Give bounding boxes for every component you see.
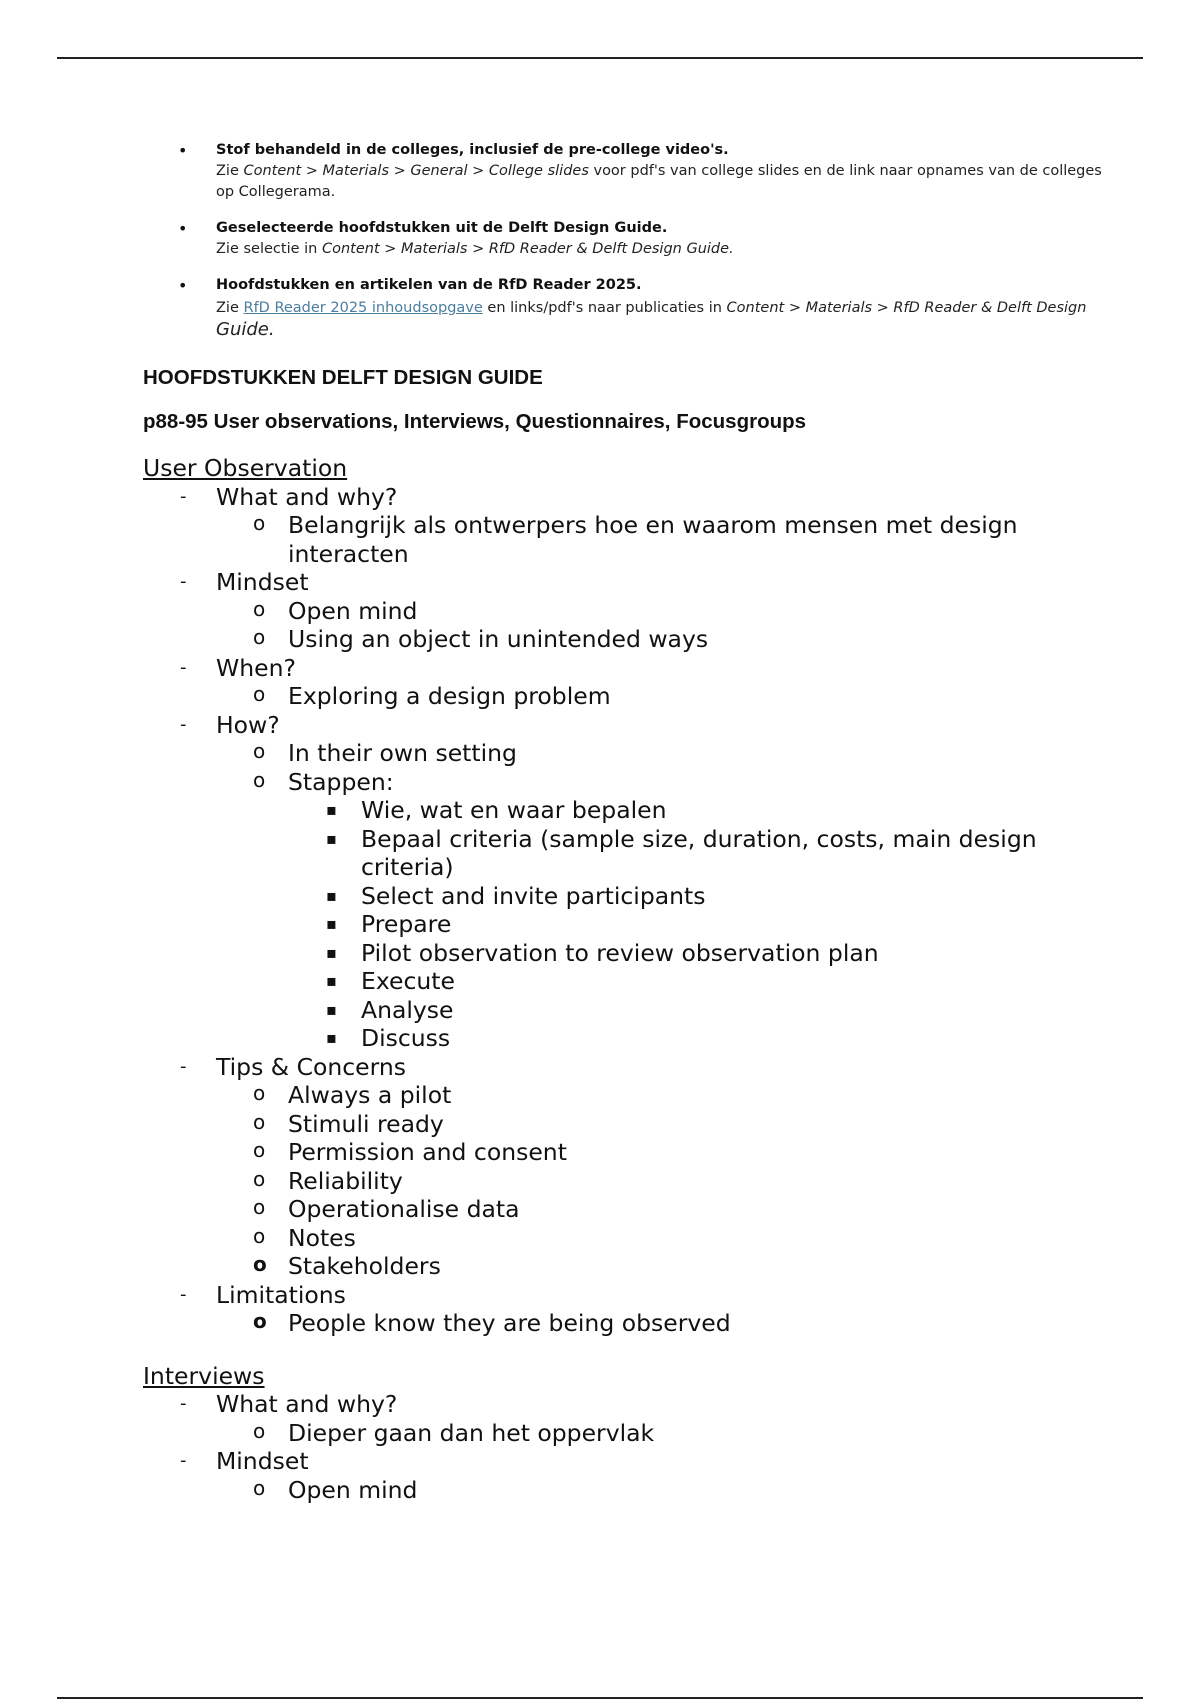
topic-heading-user-observation: User Observation [143,454,348,482]
spacer [143,1338,1103,1362]
outline-subitem: o In their own setting [253,739,517,767]
document-content [143,140,1103,1504]
intro-list [143,140,1103,342]
step-item: ▪ Execute [326,967,455,995]
bullet-marker: • [178,276,188,295]
outline-item: - When? [180,653,296,682]
outline-subitem: o Reliability [253,1166,403,1195]
outline-subitem: o Exploring a design problem [253,682,611,710]
interviews-outline [143,1390,1103,1504]
outline-subitem: o Dieper gaan dan het oppervlak [253,1418,655,1447]
outline-subitem: o Stakeholders [253,1252,441,1280]
intro-item [143,218,1103,260]
bullet-marker: • [178,219,188,238]
outline-subitem: o Stappen: [253,767,394,796]
user-observation-outline [143,483,1103,1338]
topic-heading-interviews: Interviews [143,1361,265,1390]
bullet-marker: • [178,141,188,160]
step-item: ▪ Prepare [326,910,452,938]
outline-item: - Limitations [180,1280,346,1309]
outline-subitem: o Belangrijk als ontwerpers hoe en waarom mensen met design interacten [253,511,1018,568]
outline-item: - Mindset [180,568,309,596]
outline-subitem: o People know they are being observed [253,1309,731,1337]
step-item: ▪ Select and invite participants [326,881,706,910]
intro-item-body: Zie RfD Reader 2025 inhoudsopgave en links/pdf's naar publicaties in Content > Materials > RfD Reader & Delft Design Guide. [216,300,1087,340]
bottom-rule [57,1697,1143,1699]
outline-subitem: o Using an object in unintended ways [253,625,709,653]
outline-item: - What and why? [180,1390,398,1418]
rfd-reader-link[interactable]: RfD Reader 2025 inhoudsopgave [243,300,483,316]
outline-subitem: o Open mind [253,1475,418,1504]
outline-subitem: o Open mind [253,596,418,625]
section-title: HOOFDSTUKKEN DELFT DESIGN GUIDE [143,366,543,389]
intro-item [143,140,1103,203]
top-rule [57,57,1143,59]
outline-subitem: o Stimuli ready [253,1109,444,1138]
outline-subitem: o Permission and consent [253,1138,567,1166]
intro-item-body: Zie selectie in Content > Materials > RfD Reader & Delft Design Guide. [216,241,734,257]
outline-item: - Mindset [180,1447,309,1475]
outline-subitem: o Operationalise data [253,1195,520,1223]
outline-item: - How? [180,710,280,739]
intro-item-title: Geselecteerde hoofdstukken uit de Delft Design Guide. [216,220,668,236]
intro-item-title: Stof behandeld in de colleges, inclusief de pre-college video's. [216,142,729,158]
outline-item: - What and why? [180,482,398,511]
intro-item-title: Hoofdstukken en artikelen van de RfD Reader 2025. [216,277,642,293]
outline-subitem: o Always a pilot [253,1081,452,1109]
step-item: ▪ Bepaal criteria (sample size, duration, costs, main design criteria) [326,824,1037,881]
intro-item-body: Zie Content > Materials > General > College slides voor pdf's van college slides en de link naar opnames van de colleges op Collegerama. [216,163,1102,200]
section-subtitle: p88-95 User observations, Interviews, Questionnaires, Focusgroups [143,410,807,433]
step-item: ▪ Analyse [326,995,454,1024]
outline-subitem: o Notes [253,1223,356,1252]
intro-item [143,275,1103,342]
step-item: ▪ Discuss [326,1024,451,1052]
step-item: ▪ Pilot observation to review observation plan [326,938,879,967]
step-item: ▪ Wie, wat en waar bepalen [326,796,667,824]
outline-item: - Tips & Concerns [180,1052,407,1081]
